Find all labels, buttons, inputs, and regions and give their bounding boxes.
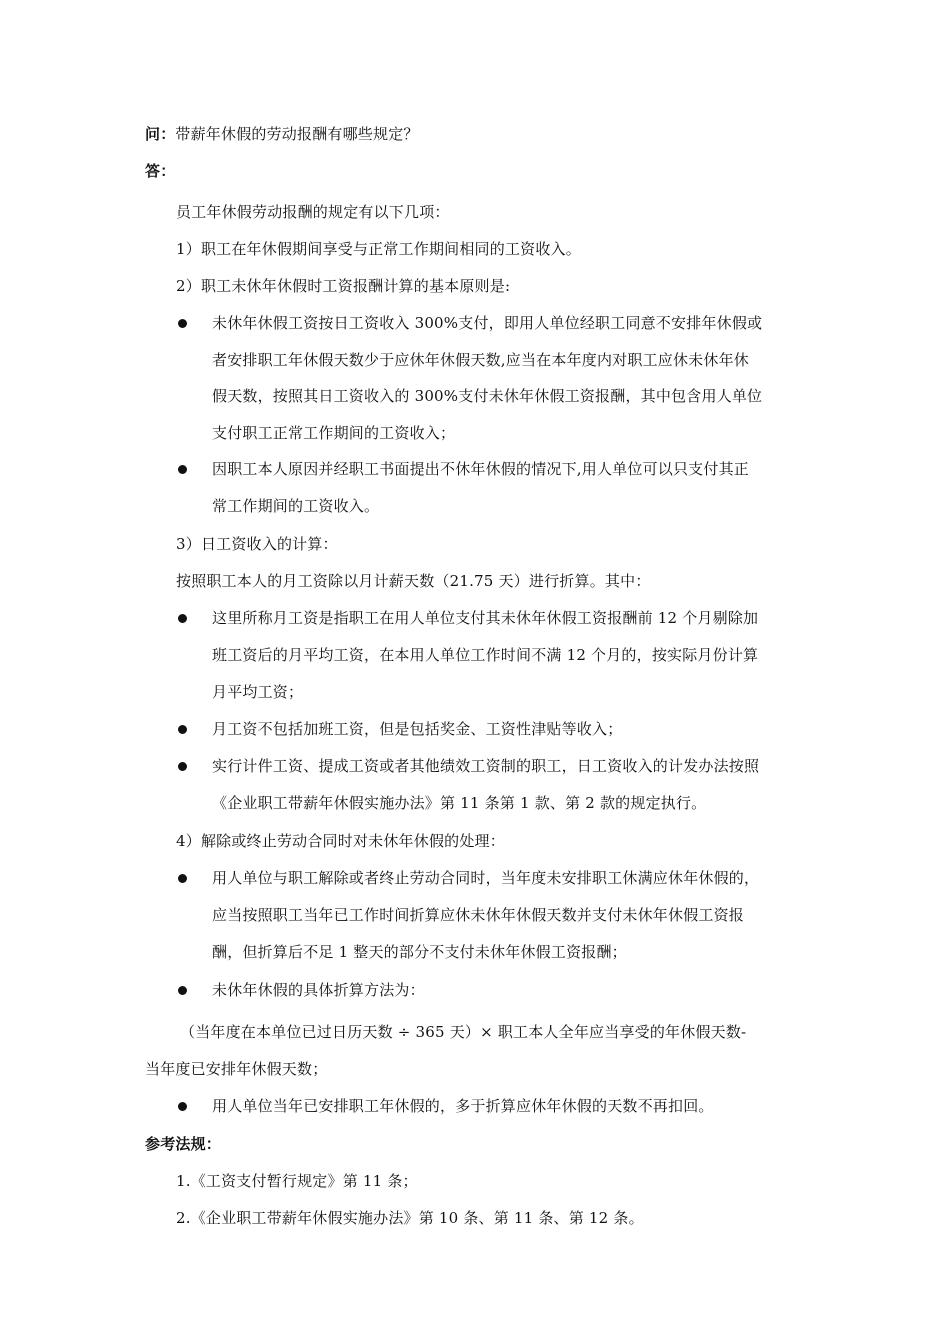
bullet-icon [178,465,187,474]
item2-heading: 2）职工未休年休假时工资报酬计算的基本原则是: [176,277,511,295]
answer-label: 答： [145,162,176,180]
question-line [145,124,815,144]
item1-text: 1）职工在年休假期间享受与正常工作期间相同的工资收入。 [176,240,581,258]
item2-bullet1-line4: 支付职工正常工作期间的工资收入； [212,424,456,442]
bullet-icon [178,614,187,623]
item2-bullet1-line1: 未休年休假工资按日工资收入 300%支付，即用人单位经职工同意不安排年休假或 [212,314,763,332]
item3-text: 按照职工本人的月工资除以月计薪天数（21.75 天）进行折算。其中： [176,572,651,590]
formula-line1: （当年度在本单位已过日历天数 ÷ 365 天）× 职工本人全年应当享受的年休假天数- [180,1023,747,1041]
item2-bullet1-line2: 者安排职工年休假天数少于应休年休假天数,应当在本年度内对职工应休未休年休 [212,351,749,369]
bullet-icon [178,725,187,734]
item3-bullet1-line3: 月平均工资； [212,683,304,701]
reference-item-2: 2.《企业职工带薪年休假实施办法》第 10 条、第 11 条、第 12 条。 [176,1209,644,1227]
intro-text: 员工年休假劳动报酬的规定有以下几项： [176,203,450,221]
item4-bullet1-line1: 用人单位与职工解除或者终止劳动合同时，当年度未安排职工休满应休年休假的， [212,869,760,887]
item2-bullet2-line1: 因职工本人原因并经职工书面提出不休年休假的情况下,用人单位可以只支付其正 [212,460,749,478]
item4-bullet2-line1: 未休年休假的具体折算方法为： [212,981,425,999]
item3-bullet1-line1: 这里所称月工资是指职工在用人单位支付其未休年休假工资报酬前 12 个月剔除加 [212,609,759,627]
item2-bullet1-line3: 假天数，按照其日工资收入的 300%支付未休年休假工资报酬，其中包含用人单位 [212,387,763,405]
item3-bullet3-line1: 实行计件工资、提成工资或者其他绩效工资制的职工，日工资收入的计发办法按照 [212,757,760,775]
question-text: 带薪年休假的劳动报酬有哪些规定？ [175,125,419,143]
bullet-icon [178,986,187,995]
formula-line2: 当年度已安排年休假天数； [145,1060,328,1078]
question-label: 问： [145,125,176,143]
references-label: 参考法规： [145,1135,222,1153]
item3-heading: 3）日工资收入的计算： [176,535,338,553]
bullet-icon [178,1102,187,1111]
item4-heading: 4）解除或终止劳动合同时对未休年休假的处理： [176,832,505,850]
bullet-icon [178,874,187,883]
item4-bullet1-line3: 酬，但折算后不足 1 整天的部分不支付未休年休假工资报酬； [212,943,627,961]
item2-bullet2-line2: 常工作期间的工资收入。 [212,497,380,515]
item3-bullet1-line2: 班工资后的月平均工资，在本用人单位工作时间不满 12 个月的，按实际月份计算 [212,646,759,664]
reference-item-1: 1.《工资支付暂行规定》第 11 条； [176,1172,418,1190]
bullet-icon [178,319,187,328]
item4-bullet3-line1: 用人单位当年已安排职工年休假的，多于折算应休年休假的天数不再扣回。 [212,1097,714,1115]
item3-bullet3-line2: 《企业职工带薪年休假实施办法》第 11 条第 1 款、第 2 款的规定执行。 [212,794,707,812]
bullet-icon [178,762,187,771]
item4-bullet1-line2: 应当按照职工当年已工作时间折算应休未休年休假天数并支付未休年休假工资报 [212,906,745,924]
item3-bullet2-line1: 月工资不包括加班工资，但是包括奖金、工资性津贴等收入； [212,720,623,738]
